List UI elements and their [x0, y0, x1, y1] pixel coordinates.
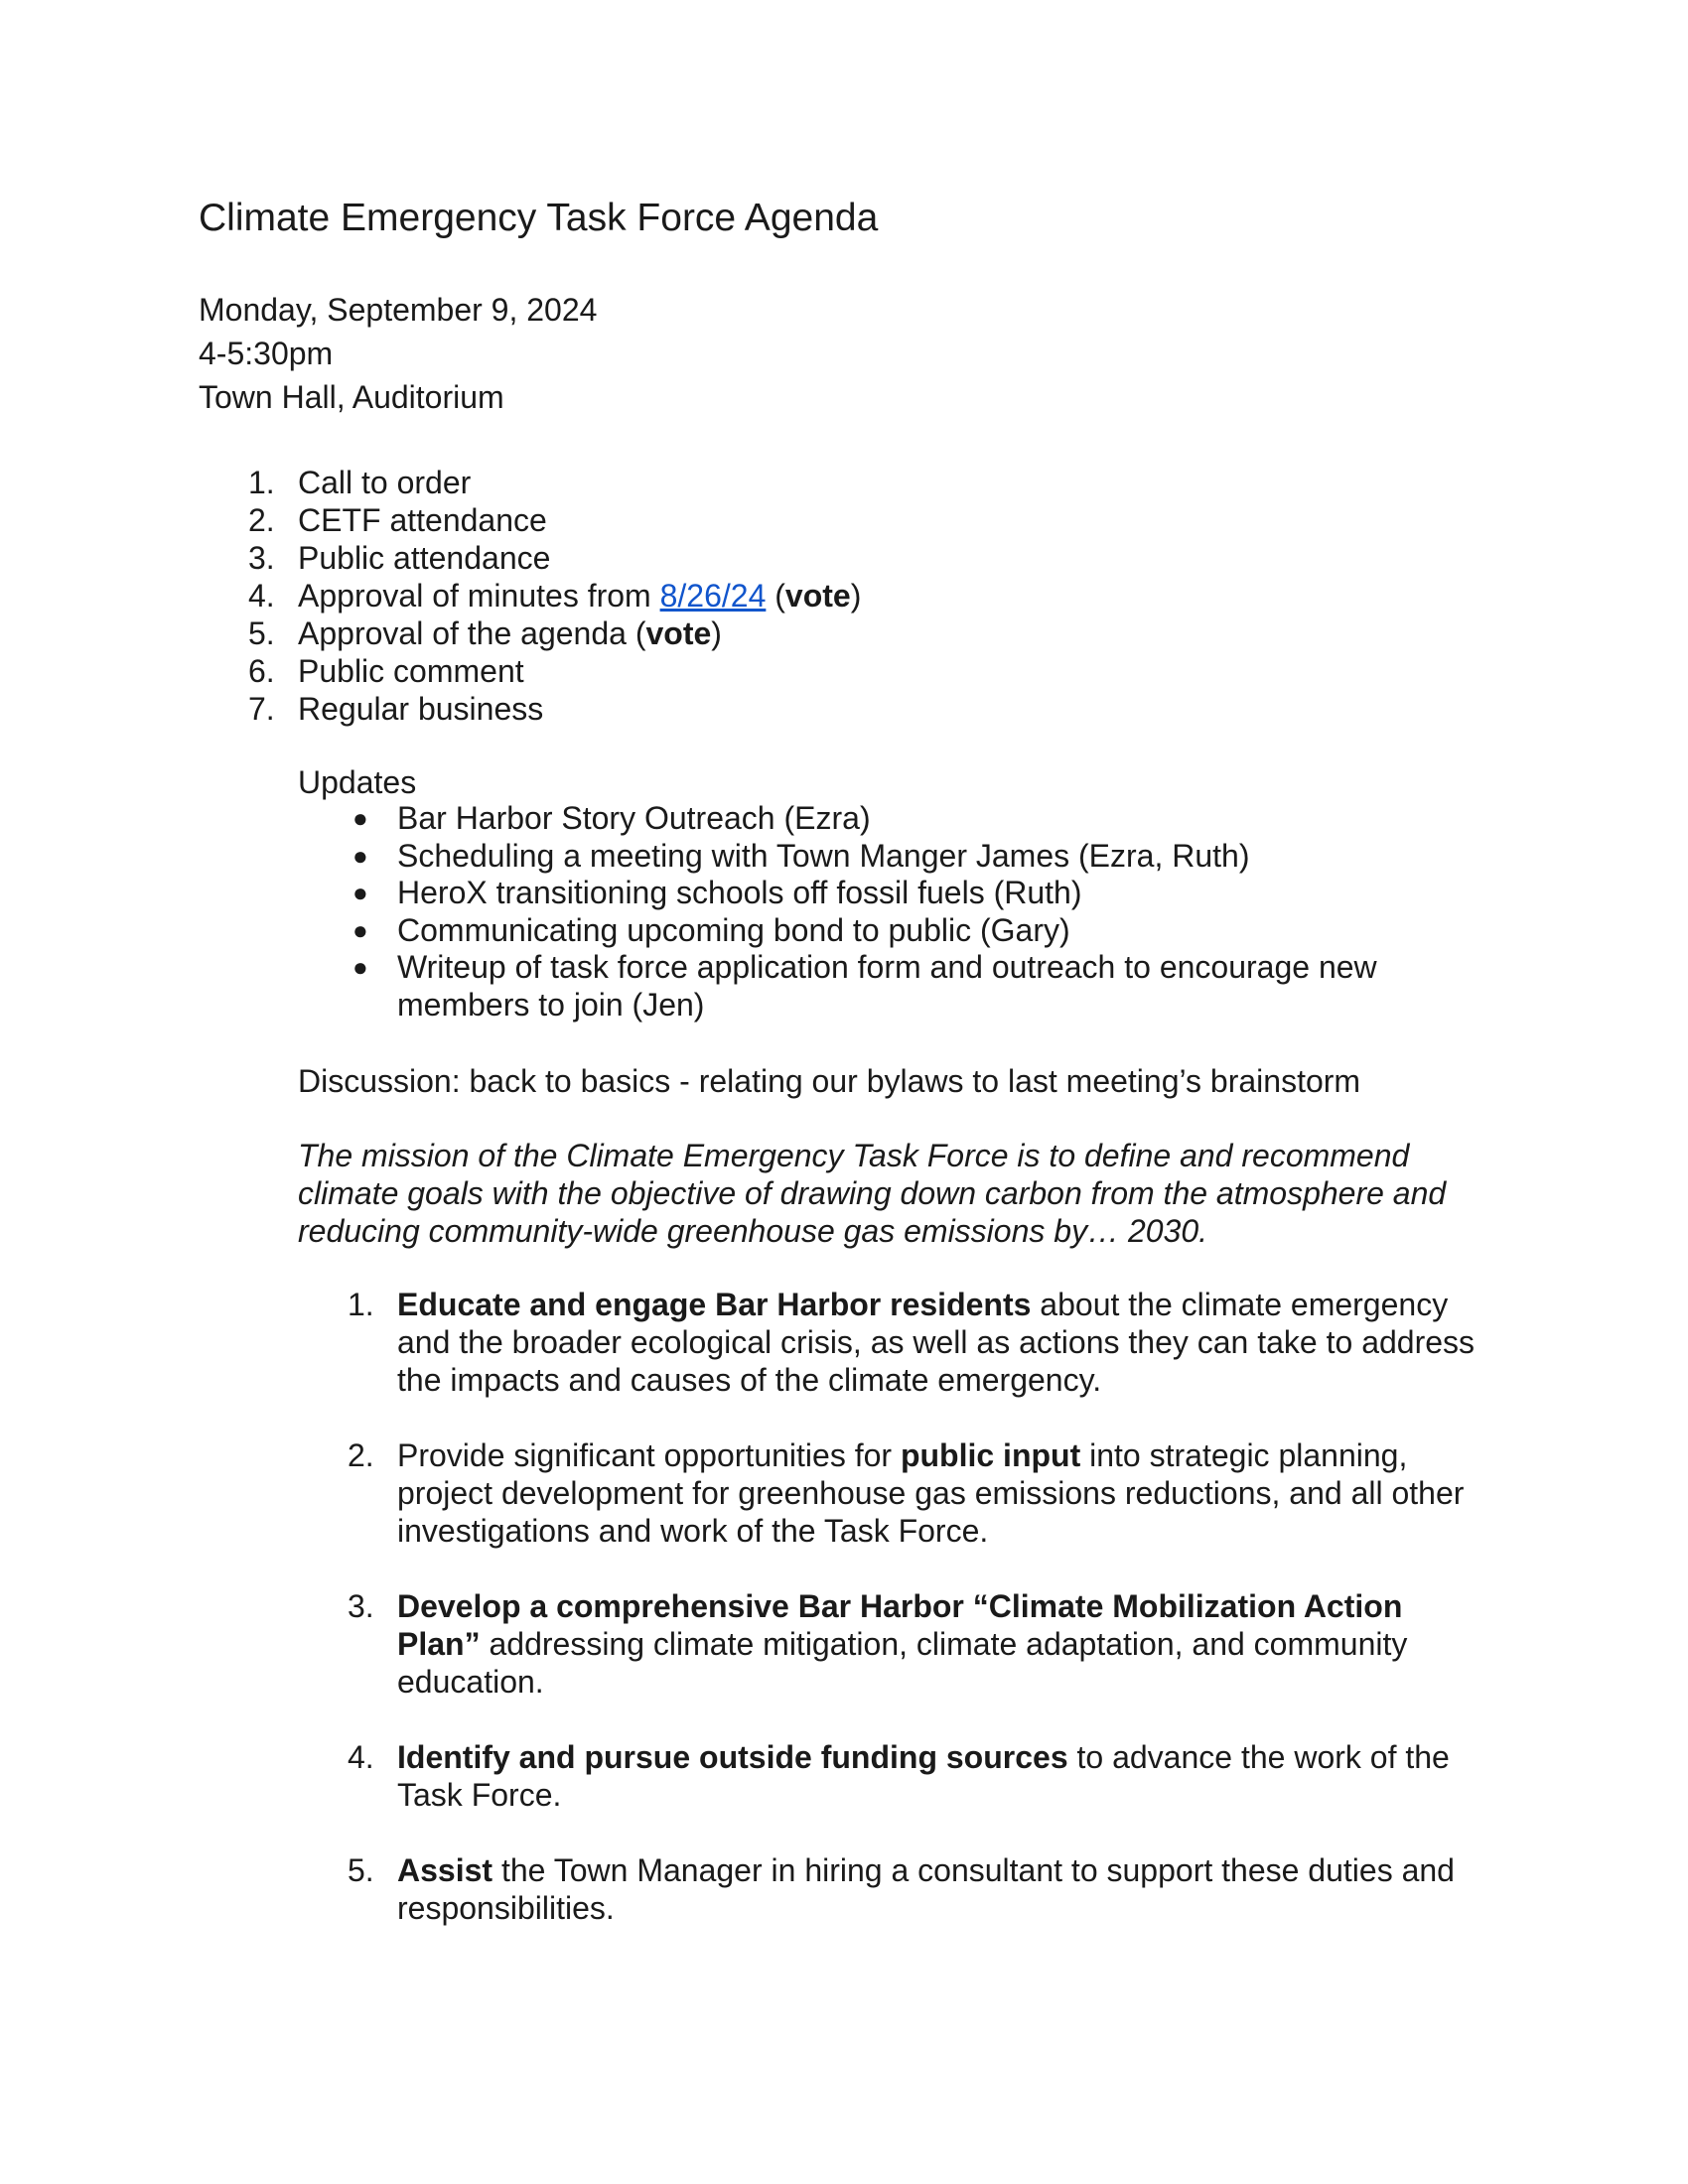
bullet-icon: ● — [352, 952, 368, 982]
update-item — [352, 949, 1430, 1024]
page-title: Climate Emergency Task Force Agenda — [199, 197, 879, 239]
update-item-text: Writeup of task force application form and outreach to encourage new members to join (Jen) — [397, 949, 1377, 1023]
update-item-text: HeroX transitioning schools off fossil fuels (Ruth) — [397, 875, 1082, 910]
duty-number: 2. — [348, 1437, 374, 1473]
agenda-item-number: 4. — [248, 578, 275, 614]
duty-text-pre: Provide significant opportunities for — [397, 1437, 901, 1473]
duty-item — [348, 1738, 1489, 1814]
duties-list — [348, 1286, 1489, 1965]
meeting-details — [199, 288, 597, 419]
duty-bold-text: Identify and pursue outside funding sources — [397, 1739, 1068, 1775]
agenda-item-text: Public attendance — [298, 540, 551, 576]
duty-number: 3. — [348, 1588, 374, 1624]
duty-text-post: into strategic planning, project development for greenhouse gas emissions reductions, and all other investigations and work of the Task Force. — [397, 1437, 1465, 1549]
update-item-text: Communicating upcoming bond to public (Gary) — [397, 911, 1070, 948]
meeting-location: Town Hall, Auditorium — [199, 379, 504, 415]
duty-bold-text: Educate and engage Bar Harbor residents — [397, 1287, 1032, 1322]
updates-list — [352, 800, 1430, 1024]
agenda-item-text: Regular business — [298, 691, 544, 727]
bullet-icon: ● — [352, 914, 368, 945]
agenda-item-number: 2. — [248, 502, 275, 538]
vote-label: vote — [784, 578, 851, 614]
duty-item — [348, 1286, 1489, 1399]
discussion-text: Discussion: back to basics - relating our bylaws to last meeting’s brainstorm — [298, 1063, 1361, 1099]
bullet-icon: ● — [352, 878, 368, 907]
updates-heading: Updates — [298, 764, 417, 800]
duty-text-post: the Town Manager in hiring a consultant to support these duties and responsibilities. — [397, 1852, 1455, 1926]
agenda-item-number: 5. — [248, 615, 275, 651]
duty-bold-text: Develop a comprehensive Bar Harbor “Climate Mobilization Action Plan” — [397, 1588, 1403, 1662]
duty-bold-text: Assist — [397, 1852, 493, 1888]
update-item — [352, 912, 1430, 950]
duty-text-post: addressing climate mitigation, climate adaptation, and community education. — [397, 1626, 1408, 1700]
update-item — [352, 800, 1430, 838]
meeting-time: 4-5:30pm — [199, 336, 334, 371]
agenda-item-number: 3. — [248, 540, 275, 576]
meeting-date: Monday, September 9, 2024 — [199, 292, 598, 328]
agenda-item-text: CETF attendance — [298, 502, 547, 538]
duty-number: 4. — [348, 1739, 374, 1775]
duty-bold-text: public input — [900, 1437, 1081, 1473]
agenda-item-text-post: ) — [850, 578, 862, 614]
duty-item — [348, 1436, 1489, 1550]
agenda-item-text-post: ) — [711, 615, 722, 651]
agenda-item-text: Public comment — [298, 653, 524, 689]
bullet-icon: ● — [352, 840, 368, 871]
update-item-text: Scheduling a meeting with Town Manger James (Ezra, Ruth) — [397, 837, 1250, 874]
duty-item — [348, 1587, 1489, 1701]
agenda-item-text-mid: ( — [766, 578, 785, 614]
duty-item — [348, 1851, 1489, 1927]
duty-number: 5. — [348, 1852, 374, 1888]
update-item — [352, 875, 1430, 912]
agenda-item-number: 6. — [248, 653, 275, 689]
minutes-link[interactable]: 8/26/24 — [659, 578, 767, 614]
agenda-item-number: 7. — [248, 691, 275, 727]
agenda-item-text — [298, 614, 722, 652]
duty-text-post: to advance the work of the Task Force. — [397, 1739, 1450, 1813]
mission-statement: The mission of the Climate Emergency Task Force is to define and recommend climate goals with the objective of drawing down carbon from the atmosphere and reducing community-wide greenhouse gas emissions by… 2030. — [298, 1138, 1447, 1249]
update-item — [352, 838, 1430, 876]
update-item-text: Bar Harbor Story Outreach (Ezra) — [397, 800, 871, 836]
agenda-item-text-pre: Approval of minutes from — [298, 578, 660, 614]
vote-label: vote — [645, 615, 712, 651]
agenda-item-text — [298, 577, 861, 614]
agenda-item-number: 1. — [248, 465, 275, 500]
agenda-item-text: Call to order — [298, 465, 472, 500]
duty-number: 1. — [348, 1287, 374, 1322]
duty-text-post: about the climate emergency and the broader ecological crisis, as well as actions they can take to address the impacts and causes of the climate emergency. — [397, 1287, 1476, 1398]
agenda-item-text-pre: Approval of the agenda ( — [298, 615, 646, 651]
bullet-icon: ● — [352, 803, 368, 833]
